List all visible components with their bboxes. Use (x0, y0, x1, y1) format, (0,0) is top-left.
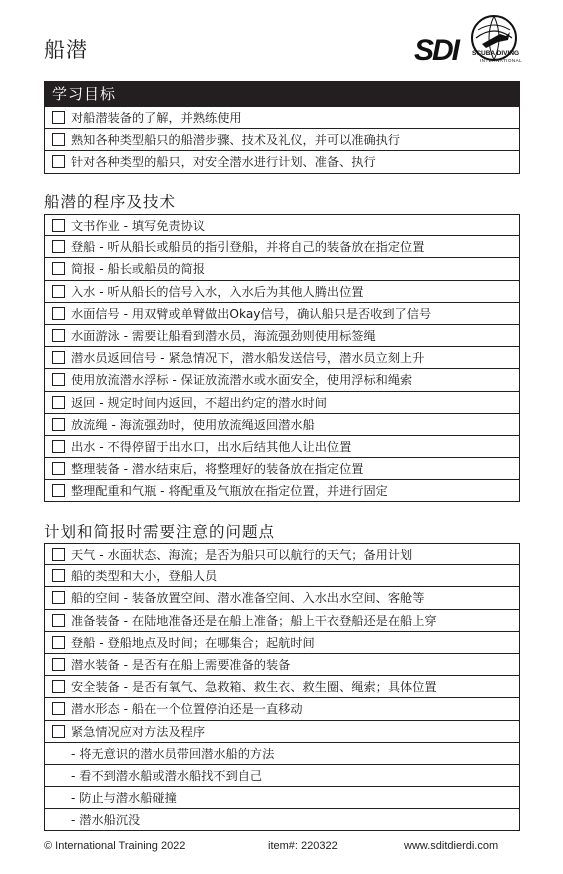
objective-item (44, 129, 520, 151)
procedure-item (44, 436, 520, 458)
planning-subitem-text: - 防止与潜水船碰撞 (71, 791, 177, 806)
procedure-item (44, 458, 520, 480)
checkbox[interactable] (52, 155, 65, 168)
checkbox[interactable] (52, 133, 65, 146)
procedure-item (44, 281, 520, 303)
planning-subitem (44, 765, 520, 787)
procedure-text: 水面游泳 - 需要让船看到潜水员，海流强劲则使用标签绳 (71, 329, 376, 344)
procedure-item (44, 347, 520, 369)
procedure-text: 文书作业 - 填写免责协议 (71, 218, 206, 233)
objective-item (44, 151, 520, 173)
planning-subitem-text: - 看不到潜水船或潜水船找不到自己 (71, 768, 263, 783)
procedure-text: 出水 - 不得停留于出水口，出水后结其他人让出位置 (71, 439, 352, 454)
procedure-text: 入水 - 听从船长的信号入水，入水后为其他人腾出位置 (71, 284, 364, 299)
checkbox[interactable] (52, 702, 65, 715)
planning-text: 安全装备 - 是否有氧气、急救箱、救生衣、救生圈、绳索；具体位置 (71, 680, 437, 695)
logo-brand: SDI (414, 34, 459, 67)
objectives-table (44, 81, 520, 174)
procedure-item (44, 414, 520, 436)
procedures-table (44, 214, 520, 502)
checkbox[interactable] (52, 591, 65, 604)
objectives-header: 学习目标 (44, 81, 520, 107)
procedure-text: 登船 - 听从船长或船员的指引登船，并将自己的装备放在指定位置 (71, 240, 425, 255)
procedure-item (44, 303, 520, 325)
planning-subitem (44, 743, 520, 765)
procedure-item (44, 392, 520, 414)
planning-item (44, 721, 520, 743)
footer-copyright: © International Training 2022 (44, 840, 186, 852)
checkbox[interactable] (52, 373, 65, 386)
planning-text: 潜水形态 - 船在一个位置停泊还是一直移动 (71, 702, 303, 717)
objective-text: 对船潜装备的了解，并熟练使用 (71, 111, 242, 126)
checkbox[interactable] (52, 240, 65, 253)
planning-item (44, 676, 520, 698)
planning-subitem (44, 787, 520, 809)
procedures-title: 船潜的程序及技术 (44, 193, 177, 211)
procedure-item (44, 258, 520, 280)
footer-item-number: item#: 220322 (268, 840, 338, 852)
procedure-text: 使用放流潜水浮标 - 保证放流潜水或水面安全，使用浮标和绳索 (71, 373, 413, 388)
planning-table (44, 543, 520, 831)
page-title: 船潜 (44, 38, 88, 62)
checkbox[interactable] (52, 351, 65, 364)
planning-text: 天气 - 水面状态、海流；是否为船只可以航行的天气；备用计划 (71, 547, 413, 562)
procedure-item (44, 214, 520, 236)
checkbox[interactable] (52, 484, 65, 497)
planning-text: 潜水装备 - 是否有在船上需要准备的装备 (71, 658, 291, 673)
checkbox[interactable] (52, 329, 65, 342)
objective-item (44, 107, 520, 129)
procedure-text: 潜水员返回信号 - 紧急情况下，潜水船发送信号，潜水员立刻上升 (71, 351, 425, 366)
checkbox[interactable] (52, 307, 65, 320)
checkbox[interactable] (52, 462, 65, 475)
planning-item (44, 654, 520, 676)
procedure-text: 水面信号 - 用双臂或单臂做出Okay信号，确认船只是否收到了信号 (71, 306, 432, 321)
procedure-item (44, 369, 520, 391)
procedure-text: 简报 - 船长或船员的简报 (71, 262, 206, 277)
checkbox[interactable] (52, 219, 65, 232)
planning-subitem-text: - 将无意识的潜水员带回潜水船的方法 (71, 746, 275, 761)
procedure-text: 返回 - 规定时间内返回，不超出约定的潜水时间 (71, 395, 327, 410)
procedure-text: 整理装备 - 潜水结束后，将整理好的装备放在指定位置 (71, 462, 364, 477)
procedure-item (44, 480, 520, 502)
procedure-text: 放流绳 - 海流强劲时，使用放流绳返回潜水船 (71, 417, 315, 432)
planning-item (44, 698, 520, 720)
procedure-text: 整理配重和气瓶 - 将配重及气瓶放在指定位置，并进行固定 (71, 484, 388, 499)
objective-text: 熟知各种类型船只的船潜步骤、技术及礼仪，并可以准确执行 (71, 133, 401, 148)
logo-tagline: SCUBA DIVING (472, 50, 520, 57)
planning-item (44, 632, 520, 654)
planning-subitem-text: - 潜水船沉没 (71, 813, 141, 828)
procedure-item (44, 236, 520, 258)
planning-item (44, 565, 520, 587)
checkbox[interactable] (52, 725, 65, 738)
checkbox[interactable] (52, 658, 65, 671)
checkbox[interactable] (52, 569, 65, 582)
planning-item (44, 543, 520, 565)
footer-website[interactable]: www.sditdierdi.com (404, 840, 499, 852)
checkbox[interactable] (52, 418, 65, 431)
planning-text: 登船 - 登船地点及时间；在哪集合；起航时间 (71, 635, 315, 650)
checkbox[interactable] (52, 636, 65, 649)
planning-text: 船的类型和大小，登船人员 (71, 569, 218, 584)
planning-text: 准备装备 - 在陆地准备还是在船上准备；船上干衣登船还是在船上穿 (71, 613, 437, 628)
planning-subitem (44, 809, 520, 831)
planning-item (44, 610, 520, 632)
procedure-item (44, 325, 520, 347)
checkbox[interactable] (52, 262, 65, 275)
planning-text: 船的空间 - 装备放置空间、潜水准备空间、入水出水空间、客舱等 (71, 591, 425, 606)
planning-item (44, 587, 520, 609)
checkbox[interactable] (52, 548, 65, 561)
checkbox[interactable] (52, 396, 65, 409)
objective-text: 针对各种类型的船只，对安全潜水进行计划、准备、执行 (71, 155, 376, 170)
sdi-logo (414, 14, 523, 67)
checkbox[interactable] (52, 285, 65, 298)
checkbox[interactable] (52, 614, 65, 627)
checkbox[interactable] (52, 440, 65, 453)
planning-text: 紧急情况应对方法及程序 (71, 724, 206, 739)
planning-title: 计划和简报时需要注意的问题点 (44, 523, 276, 541)
checkbox[interactable] (52, 680, 65, 693)
checkbox[interactable] (52, 111, 65, 124)
logo-subtagline: INTERNATIONAL (480, 58, 523, 63)
